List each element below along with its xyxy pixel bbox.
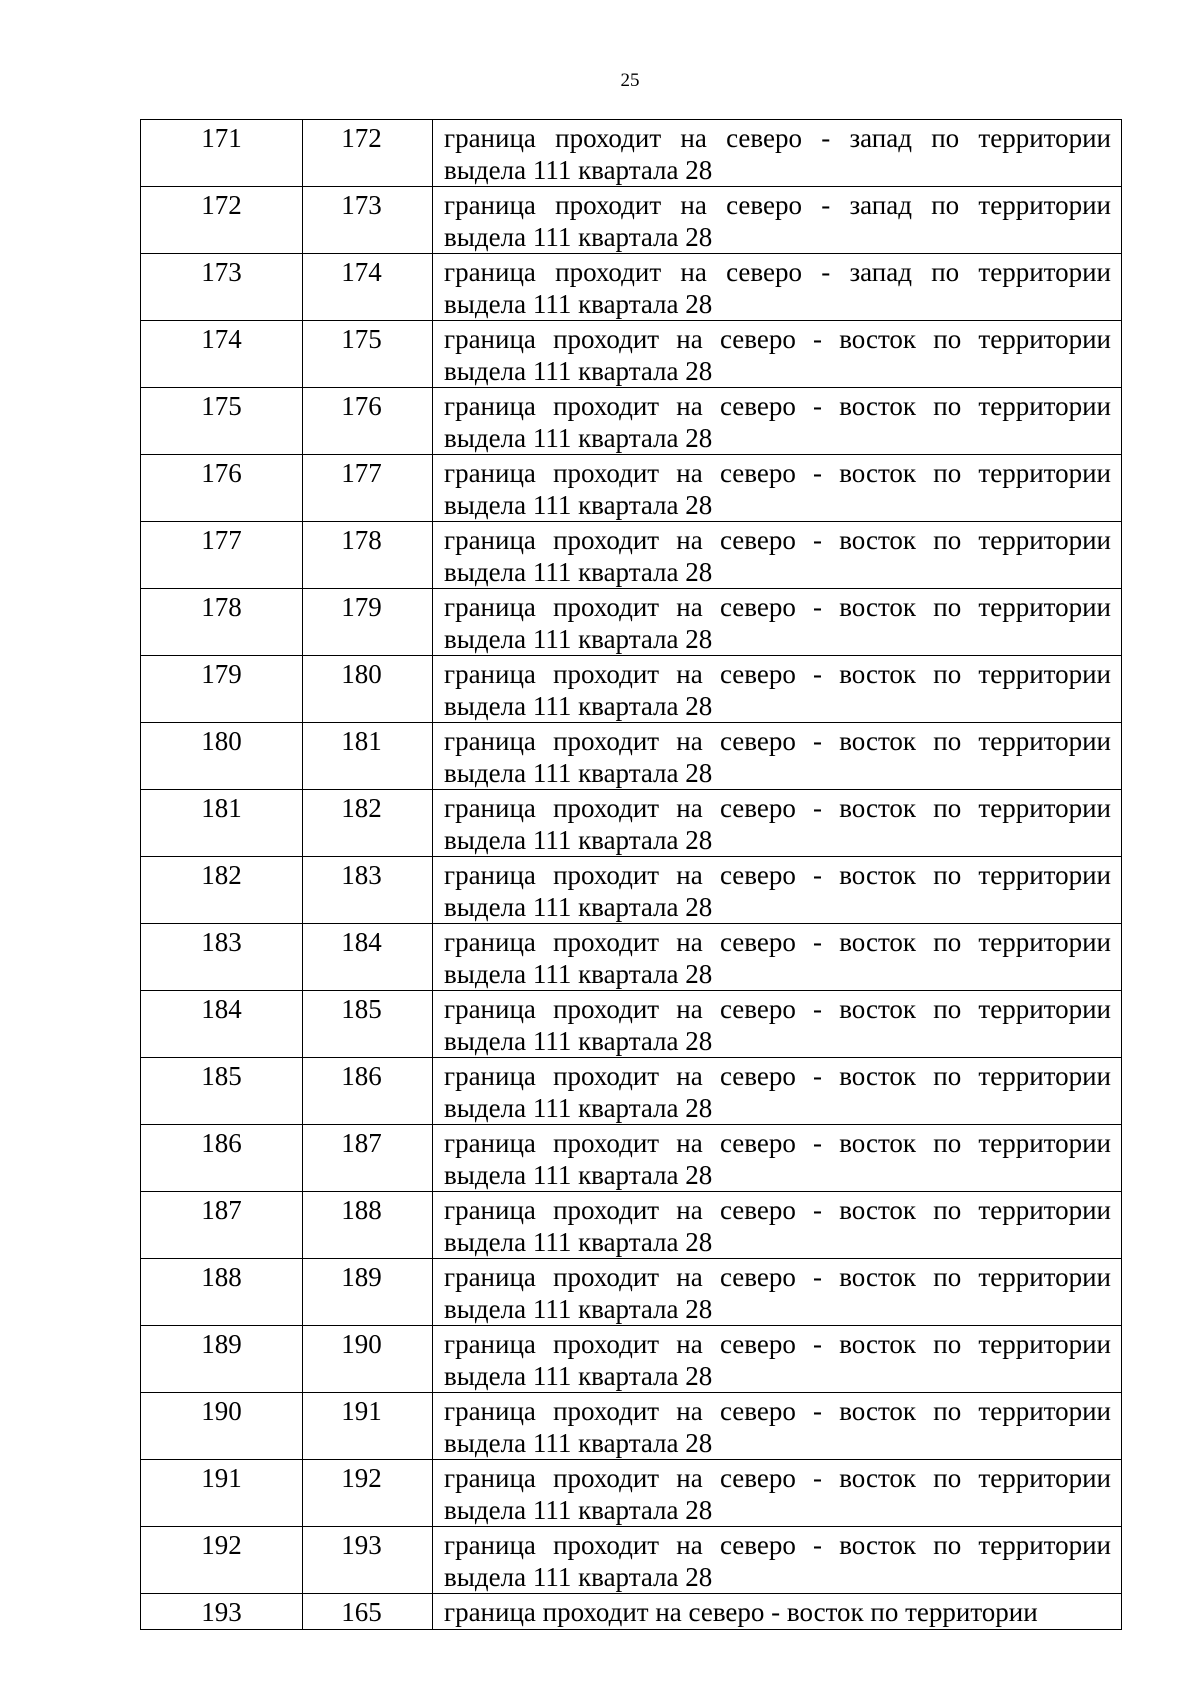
description-cell <box>433 187 1122 254</box>
point-to-cell: 192 <box>303 1460 433 1527</box>
description-text: граница проходит на северо - восток по территории выдела 111 квартала 28 <box>444 592 1111 654</box>
description-text: граница проходит на северо - восток по территории выдела 111 квартала 28 <box>444 793 1111 855</box>
point-to-cell: 191 <box>303 1393 433 1460</box>
point-to-cell: 184 <box>303 924 433 991</box>
point-from-cell: 187 <box>141 1192 303 1259</box>
description-cell <box>433 589 1122 656</box>
point-to-cell: 172 <box>303 120 433 187</box>
description-text: граница проходит на северо - восток по территории выдела 111 квартала 28 <box>444 1530 1111 1592</box>
point-to-cell: 180 <box>303 656 433 723</box>
table-row <box>141 1192 1122 1259</box>
description-text: граница проходит на северо - запад по территории выдела 111 квартала 28 <box>444 123 1111 185</box>
point-to-cell: 183 <box>303 857 433 924</box>
description-text: граница проходит на северо - восток по территории выдела 111 квартала 28 <box>444 860 1111 922</box>
point-from-cell: 171 <box>141 120 303 187</box>
description-cell <box>433 1393 1122 1460</box>
description-text: граница проходит на северо - восток по территории выдела 111 квартала 28 <box>444 659 1111 721</box>
description-text: граница проходит на северо - восток по территории выдела 111 квартала 28 <box>444 391 1111 453</box>
description-text: граница проходит на северо - восток по территории выдела 111 квартала 28 <box>444 1463 1111 1525</box>
description-cell <box>433 1125 1122 1192</box>
point-to-cell: 174 <box>303 254 433 321</box>
point-from-cell: 190 <box>141 1393 303 1460</box>
description-text: граница проходит на северо - восток по территории выдела 111 квартала 28 <box>444 324 1111 386</box>
description-text: граница проходит на северо - восток по территории выдела 111 квартала 28 <box>444 1396 1111 1458</box>
description-text: граница проходит на северо - восток по территории выдела 111 квартала 28 <box>444 458 1111 520</box>
point-to-cell: 178 <box>303 522 433 589</box>
point-to-cell: 187 <box>303 1125 433 1192</box>
point-from-cell: 186 <box>141 1125 303 1192</box>
description-cell <box>433 388 1122 455</box>
point-to-cell: 190 <box>303 1326 433 1393</box>
table-row <box>141 455 1122 522</box>
description-text: граница проходит на северо - восток по территории выдела 111 квартала 28 <box>444 1128 1111 1190</box>
point-from-cell: 172 <box>141 187 303 254</box>
point-to-cell: 179 <box>303 589 433 656</box>
point-from-cell: 184 <box>141 991 303 1058</box>
description-cell <box>433 790 1122 857</box>
point-from-cell: 177 <box>141 522 303 589</box>
description-cell <box>433 1527 1122 1594</box>
description-cell <box>433 656 1122 723</box>
description-text: граница проходит на северо - восток по территории выдела 111 квартала 28 <box>444 927 1111 989</box>
point-to-cell: 193 <box>303 1527 433 1594</box>
table-row <box>141 1460 1122 1527</box>
boundary-table <box>140 119 1122 1630</box>
description-text: граница проходит на северо - восток по территории выдела 111 квартала 28 <box>444 1061 1111 1123</box>
table-row <box>141 723 1122 790</box>
point-from-cell: 182 <box>141 857 303 924</box>
description-cell <box>433 1326 1122 1393</box>
point-from-cell: 175 <box>141 388 303 455</box>
point-to-cell: 177 <box>303 455 433 522</box>
point-to-cell: 185 <box>303 991 433 1058</box>
description-cell <box>433 991 1122 1058</box>
table-row <box>141 1058 1122 1125</box>
description-text: граница проходит на северо - восток по территории выдела 111 квартала 28 <box>444 1329 1111 1391</box>
point-from-cell: 185 <box>141 1058 303 1125</box>
point-from-cell: 180 <box>141 723 303 790</box>
point-to-cell: 188 <box>303 1192 433 1259</box>
table-row <box>141 187 1122 254</box>
point-from-cell: 173 <box>141 254 303 321</box>
table-row <box>141 120 1122 187</box>
table-row <box>141 1594 1122 1630</box>
point-to-cell: 173 <box>303 187 433 254</box>
table-row <box>141 790 1122 857</box>
point-from-cell: 178 <box>141 589 303 656</box>
table-row <box>141 1326 1122 1393</box>
description-text: граница проходит на северо - запад по территории выдела 111 квартала 28 <box>444 257 1111 319</box>
description-cell <box>433 723 1122 790</box>
description-cell <box>433 120 1122 187</box>
point-from-cell: 193 <box>141 1594 303 1630</box>
table-row <box>141 388 1122 455</box>
table-row <box>141 522 1122 589</box>
description-cell <box>433 522 1122 589</box>
table-row <box>141 254 1122 321</box>
table-row <box>141 321 1122 388</box>
point-from-cell: 179 <box>141 656 303 723</box>
point-from-cell: 189 <box>141 1326 303 1393</box>
table-row <box>141 656 1122 723</box>
description-cell <box>433 1594 1122 1630</box>
point-from-cell: 183 <box>141 924 303 991</box>
description-cell <box>433 924 1122 991</box>
table-row <box>141 1259 1122 1326</box>
description-text: граница проходит на северо - восток по территории выдела 111 квартала 28 <box>444 726 1111 788</box>
description-cell <box>433 1460 1122 1527</box>
point-to-cell: 186 <box>303 1058 433 1125</box>
description-text: граница проходит на северо - восток по территории выдела 111 квартала 28 <box>444 1195 1111 1257</box>
point-from-cell: 174 <box>141 321 303 388</box>
description-cell <box>433 1192 1122 1259</box>
table-row <box>141 857 1122 924</box>
point-from-cell: 188 <box>141 1259 303 1326</box>
point-from-cell: 191 <box>141 1460 303 1527</box>
page-number: 25 <box>620 70 640 91</box>
table-row <box>141 1393 1122 1460</box>
description-text: граница проходит на северо - восток по территории выдела 111 квартала 28 <box>444 994 1111 1056</box>
description-text: граница проходит на северо - восток по территории <box>444 1597 1038 1627</box>
table-row <box>141 1527 1122 1594</box>
description-text: граница проходит на северо - восток по территории выдела 111 квартала 28 <box>444 525 1111 587</box>
description-cell <box>433 455 1122 522</box>
point-from-cell: 181 <box>141 790 303 857</box>
point-to-cell: 175 <box>303 321 433 388</box>
description-text: граница проходит на северо - восток по территории выдела 111 квартала 28 <box>444 1262 1111 1324</box>
table-row <box>141 1125 1122 1192</box>
point-to-cell: 189 <box>303 1259 433 1326</box>
description-cell <box>433 254 1122 321</box>
table-body <box>141 120 1122 1630</box>
point-from-cell: 192 <box>141 1527 303 1594</box>
point-to-cell: 181 <box>303 723 433 790</box>
table-row <box>141 991 1122 1058</box>
description-text: граница проходит на северо - запад по территории выдела 111 квартала 28 <box>444 190 1111 252</box>
point-to-cell: 182 <box>303 790 433 857</box>
description-cell <box>433 1058 1122 1125</box>
point-from-cell: 176 <box>141 455 303 522</box>
point-to-cell: 176 <box>303 388 433 455</box>
description-cell <box>433 1259 1122 1326</box>
table-row <box>141 589 1122 656</box>
description-cell <box>433 321 1122 388</box>
table-row <box>141 924 1122 991</box>
point-to-cell: 165 <box>303 1594 433 1630</box>
description-cell <box>433 857 1122 924</box>
